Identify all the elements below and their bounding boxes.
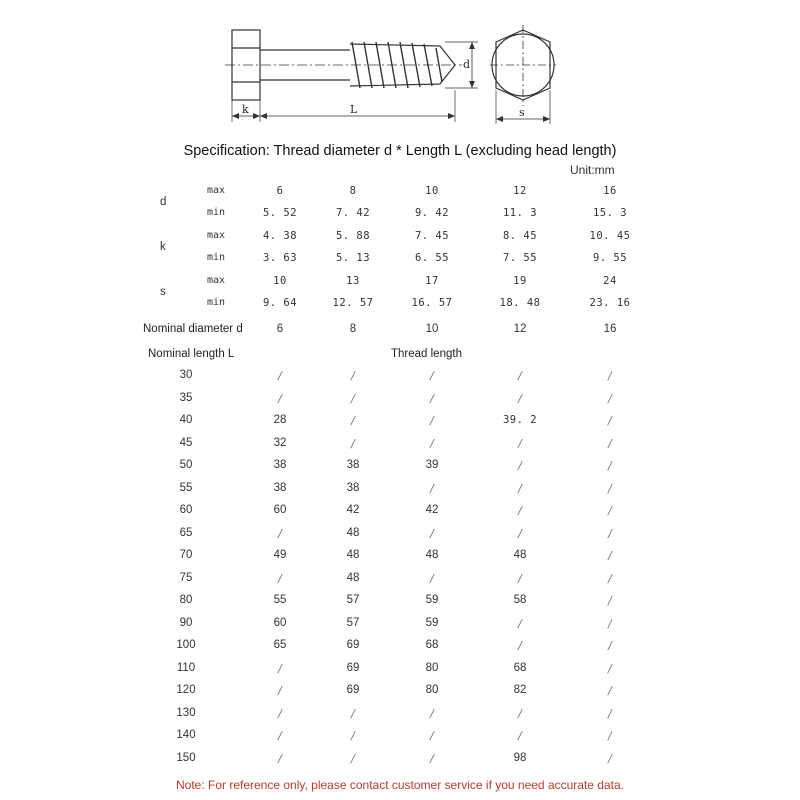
- spec-sub-label: min: [206, 252, 226, 263]
- dim-label-d: d: [463, 58, 471, 71]
- thread-length-cell: /: [608, 549, 612, 562]
- thread-length-cell: 32: [273, 436, 287, 449]
- thread-length-cell: 82: [513, 684, 527, 696]
- thread-length-cell: /: [608, 706, 612, 720]
- spec-sub-label: max: [206, 185, 226, 196]
- spec-value-cell: 7. 42: [335, 207, 371, 219]
- thread-length-cell: 68: [425, 639, 439, 651]
- length-value-cell: 60: [179, 504, 193, 516]
- nominal-length-label: Nominal length L: [148, 348, 235, 360]
- thread-length-cell: /: [430, 729, 434, 742]
- length-value-cell: 30: [179, 369, 193, 381]
- spec-value-cell: 9. 64: [262, 297, 298, 309]
- thread-length-cell: /: [518, 639, 522, 652]
- length-value-cell: 65: [179, 526, 193, 539]
- thread-length-cell: /: [608, 684, 612, 697]
- spec-value-cell: 5. 13: [335, 252, 371, 264]
- thread-length-cell: 68: [513, 661, 527, 674]
- spec-sub-label: max: [206, 275, 226, 286]
- length-value-cell: 100: [176, 639, 196, 651]
- length-value-cell: 35: [179, 391, 193, 404]
- thread-length-cell: /: [608, 661, 612, 675]
- thread-length-cell: 59: [425, 594, 439, 606]
- dim-label-s: s: [519, 106, 525, 119]
- thread-length-cell: 69: [346, 684, 360, 696]
- thread-length-cell: 59: [425, 616, 439, 629]
- spec-value-cell: 10: [425, 185, 439, 197]
- nominal-diameter-cell: 8: [349, 323, 357, 335]
- spec-value-cell: 10: [273, 275, 287, 287]
- thread-length-cell: 69: [346, 639, 360, 651]
- spec-group-label: k: [160, 241, 166, 253]
- spec-value-cell: 11. 3: [502, 207, 538, 219]
- thread-length-cell: /: [518, 706, 522, 720]
- spec-group-label: d: [160, 196, 167, 208]
- bolt-technical-drawing: [0, 0, 800, 140]
- spec-value-cell: 3. 63: [262, 252, 298, 264]
- spec-group-label: s: [160, 286, 166, 298]
- nominal-diameter-label: Nominal diameter d: [143, 323, 243, 335]
- spec-value-cell: 6. 55: [414, 252, 450, 264]
- thread-length-cell: /: [518, 616, 522, 630]
- spec-value-cell: 7. 45: [414, 230, 450, 242]
- thread-length-cell: /: [430, 526, 434, 540]
- thread-length-cell: /: [278, 369, 282, 382]
- thread-length-cell: /: [430, 391, 434, 405]
- thread-length-cell: 60: [273, 504, 287, 516]
- thread-length-cell: /: [278, 661, 282, 675]
- spec-value-cell: 4. 38: [262, 230, 298, 242]
- thread-length-cell: 80: [425, 661, 439, 674]
- thread-length-cell: 57: [346, 594, 360, 606]
- thread-length-cell: 69: [346, 661, 360, 674]
- length-value-cell: 90: [179, 616, 193, 629]
- thread-length-cell: /: [278, 729, 282, 742]
- thread-length-cell: /: [608, 391, 612, 405]
- thread-length-cell: /: [608, 526, 612, 540]
- thread-length-cell: /: [278, 684, 282, 697]
- thread-length-cell: /: [430, 481, 434, 495]
- spec-value-cell: 8. 45: [502, 230, 538, 242]
- thread-length-cell: /: [608, 414, 612, 427]
- thread-length-cell: /: [608, 436, 612, 450]
- thread-length-cell: /: [518, 526, 522, 540]
- spec-value-cell: 13: [346, 275, 360, 287]
- thread-length-cell: /: [351, 369, 355, 382]
- nominal-diameter-cell: 16: [603, 323, 617, 335]
- thread-length-cell: /: [430, 436, 434, 450]
- spec-value-cell: 18. 48: [499, 297, 541, 309]
- thread-length-cell: 38: [346, 459, 360, 471]
- thread-length-cell: /: [608, 369, 612, 382]
- thread-length-cell: /: [430, 414, 434, 427]
- nominal-diameter-cell: 12: [513, 323, 527, 335]
- length-value-cell: 80: [179, 594, 193, 606]
- length-value-cell: 140: [176, 729, 196, 741]
- thread-length-cell: /: [351, 436, 355, 450]
- length-value-cell: 150: [176, 751, 196, 764]
- thread-length-cell: /: [351, 751, 355, 765]
- nominal-diameter-cell: 10: [425, 323, 439, 335]
- dim-label-k: k: [242, 103, 249, 116]
- thread-length-cell: /: [351, 414, 355, 427]
- thread-length-cell: /: [608, 751, 612, 765]
- thread-length-cell: 80: [425, 684, 439, 696]
- thread-length-cell: /: [518, 369, 522, 382]
- thread-length-cell: 28: [273, 414, 287, 426]
- thread-length-cell: /: [608, 639, 612, 652]
- thread-length-cell: /: [608, 616, 612, 630]
- thread-length-cell: 38: [273, 459, 287, 471]
- length-value-cell: 75: [179, 571, 193, 584]
- thread-length-cell: /: [608, 571, 612, 585]
- spec-value-cell: 23. 16: [589, 297, 631, 309]
- thread-length-cell: /: [278, 706, 282, 720]
- thread-length-cell: 48: [346, 526, 360, 539]
- thread-length-cell: /: [518, 729, 522, 742]
- spec-sub-label: min: [206, 297, 226, 308]
- thread-length-cell: 42: [425, 504, 439, 516]
- thread-length-cell: 98: [513, 751, 527, 764]
- spec-value-cell: 16: [603, 185, 617, 197]
- length-value-cell: 40: [179, 414, 193, 426]
- spec-value-cell: 16. 57: [411, 297, 453, 309]
- length-value-cell: 120: [176, 684, 196, 696]
- thread-length-cell: /: [518, 481, 522, 495]
- thread-length-cell: /: [351, 729, 355, 742]
- thread-length-cell: /: [278, 571, 282, 585]
- thread-length-cell: /: [278, 526, 282, 540]
- thread-length-cell: /: [430, 369, 434, 382]
- spec-value-cell: 5. 88: [335, 230, 371, 242]
- length-value-cell: 110: [176, 661, 196, 674]
- thread-length-cell: /: [608, 459, 612, 472]
- spec-value-cell: 12. 57: [332, 297, 374, 309]
- spec-value-cell: 12: [513, 185, 527, 197]
- thread-length-cell: /: [351, 706, 355, 720]
- thread-length-cell: 58: [513, 594, 527, 606]
- thread-length-cell: /: [608, 594, 612, 607]
- spec-value-cell: 17: [425, 275, 439, 287]
- spec-value-cell: 19: [513, 275, 527, 287]
- spec-title: Specification: Thread diameter d * Length L (excluding head length): [183, 143, 617, 159]
- length-value-cell: 45: [179, 436, 193, 449]
- thread-length-cell: 42: [346, 504, 360, 516]
- length-value-cell: 55: [179, 481, 193, 494]
- thread-length-cell: 39. 2: [502, 414, 538, 426]
- thread-length-cell: /: [518, 391, 522, 405]
- spec-value-cell: 9. 55: [592, 252, 628, 264]
- thread-length-cell: /: [430, 571, 434, 585]
- thread-length-cell: /: [430, 706, 434, 720]
- thread-length-cell: /: [608, 481, 612, 495]
- thread-length-cell: 38: [273, 481, 287, 494]
- spec-value-cell: 15. 3: [592, 207, 628, 219]
- spec-value-cell: 7. 55: [502, 252, 538, 264]
- thread-length-cell: 39: [425, 459, 439, 471]
- thread-length-cell: /: [518, 436, 522, 450]
- nominal-diameter-cell: 6: [276, 323, 284, 335]
- spec-value-cell: 8: [349, 185, 357, 197]
- thread-length-cell: /: [278, 391, 282, 405]
- spec-sub-label: max: [206, 230, 226, 241]
- length-value-cell: 70: [179, 549, 193, 561]
- thread-length-cell: 60: [273, 616, 287, 629]
- thread-length-cell: 55: [273, 594, 287, 606]
- reference-note: Note: For reference only, please contact customer service if you need accurate data.: [175, 778, 624, 792]
- thread-length-cell: /: [518, 459, 522, 472]
- thread-length-cell: 38: [346, 481, 360, 494]
- spec-value-cell: 5. 52: [262, 207, 298, 219]
- length-value-cell: 130: [176, 706, 196, 719]
- dim-label-L: L: [350, 103, 358, 116]
- thread-length-cell: /: [278, 751, 282, 765]
- unit-label: Unit:mm: [570, 163, 615, 177]
- thread-length-cell: 48: [346, 571, 360, 584]
- spec-value-cell: 24: [603, 275, 617, 287]
- thread-length-cell: 49: [273, 549, 287, 561]
- thread-length-cell: 48: [513, 549, 527, 561]
- spec-value-cell: 10. 45: [589, 230, 631, 242]
- thread-length-cell: 48: [425, 549, 439, 561]
- spec-value-cell: 6: [276, 185, 284, 197]
- thread-length-cell: 57: [346, 616, 360, 629]
- thread-length-cell: /: [608, 504, 612, 517]
- spec-value-cell: 9. 42: [414, 207, 450, 219]
- thread-length-header: Thread length: [391, 348, 462, 360]
- thread-length-cell: /: [430, 751, 434, 765]
- length-value-cell: 50: [179, 459, 193, 471]
- thread-length-cell: 48: [346, 549, 360, 561]
- thread-length-cell: /: [518, 571, 522, 585]
- thread-length-cell: /: [351, 391, 355, 405]
- thread-length-cell: /: [608, 729, 612, 742]
- spec-sub-label: min: [206, 207, 226, 218]
- thread-length-cell: 65: [273, 639, 287, 651]
- thread-length-cell: /: [518, 504, 522, 517]
